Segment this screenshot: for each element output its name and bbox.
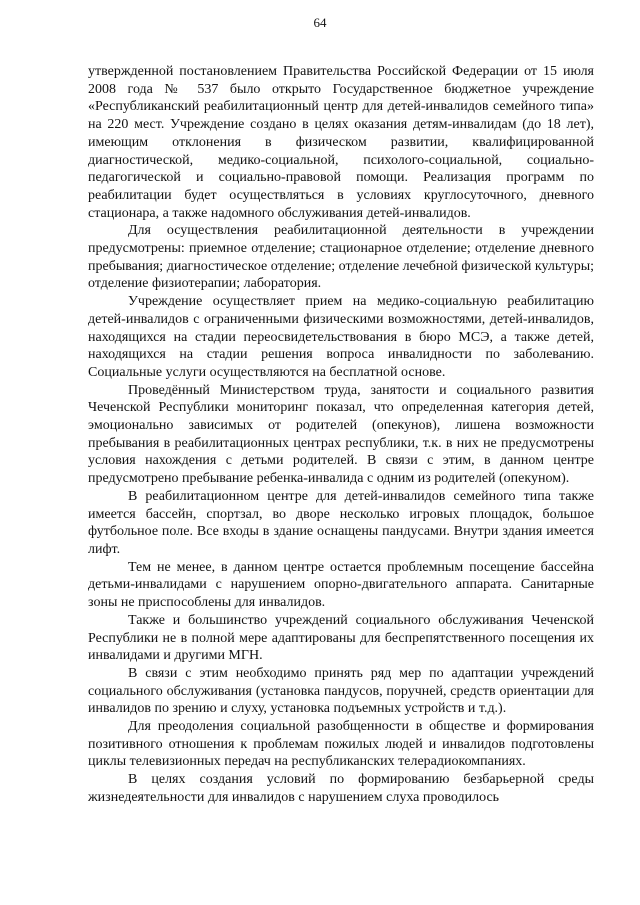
page-number: 64 (313, 15, 327, 30)
document-body (88, 63, 594, 807)
paragraph-3: Учреждение осуществляет прием на медико-социальную реабилитацию детей-инвалидов с ограниченными физическими возможностями, детей-инвалидов, находящихся на стадии переосвидетельствования в бюро МСЭ, а также детей, находящихся на стадии решения вопроса инвалидности по заболеванию. Социальные услуги осуществляются на бесплатной основе. (88, 294, 594, 380)
paragraph-5: В реабилитационном центре для детей-инвалидов семейного типа также имеется бассейн, спортзал, во дворе несколько игровых площадок, большое футбольное поле. Все входы в здание оснащены пандусами. Внутри здания имеется лифт. (88, 488, 594, 557)
paragraph-6: Тем не менее, в данном центре остается проблемным посещение бассейна детьми-инвалидами с нарушением опорно-двигательного аппарата. Санитарные зоны не приспособлены для инвалидов. (88, 559, 594, 611)
paragraph-7: Также и большинство учреждений социального обслуживания Чеченской Республики не в полной мере адаптированы для беспрепятственного посещения их инвалидами и другими МГН. (88, 612, 594, 664)
paragraph-8: В связи с этим необходимо принять ряд мер по адаптации учреждений социального обслуживания (установка пандусов, поручней, средств ориентации для инвалидов по зрению и слуху, установка подъемных устройств и т.д.). (88, 665, 594, 717)
paragraph-9: Для преодоления социальной разобщенности в обществе и формирования позитивного отношения к проблемам пожилых людей и инвалидов подготовлены циклы телевизионных передач на республиканских телерадиокомпаниях. (88, 719, 594, 770)
paragraph-10: В целях создания условий по формированию безбарьерной среды жизнедеятельности для инвалидов с нарушением слуха проводилось (88, 772, 594, 805)
paragraph-2: Для осуществления реабилитационной деятельности в учреждении предусмотрены: приемное отделение; стационарное отделение; отделение дневного пребывания; диагностическое отделение; отделение лечебной физической культуры; отделение физиотерапии; лаборатория. (88, 223, 594, 292)
paragraph-1: утвержденной постановлением Правительства Российской Федерации от 15 июля 2008 года № 537 было открыто Государственное бюджетное учреждение «Республиканский реабилитационный центр для детей-инвалидов семейного типа» на 220 мест. Учреждение создано в целях оказания детям-инвалидам (до 18 лет), имеющим отклонения в физическом развитии, квалифицированной диагностической, медико-социальной, психолого-социальной, социально-педагогической и социально-правовой помощи. Реализация программ по реабилитации будет осуществляться в условиях круглосуточного, дневного стационара, а также надомного обслуживания детей-инвалидов. (88, 64, 594, 221)
paragraph-4: Проведённый Министерством труда, занятости и социального развития Чеченской Республики мониторинг показал, что определенная категория детей, эмоционально зависимых от родителей (опекунов), лишена возможности пребывания в реабилитационных центрах республики, т.к. в них не предусмотрены условия нахождения с детьми родителей. В связи с этим, в данном центре предусмотрено пребывание ребенка-инвалида с одним из родителей (опекуном). (88, 382, 594, 487)
